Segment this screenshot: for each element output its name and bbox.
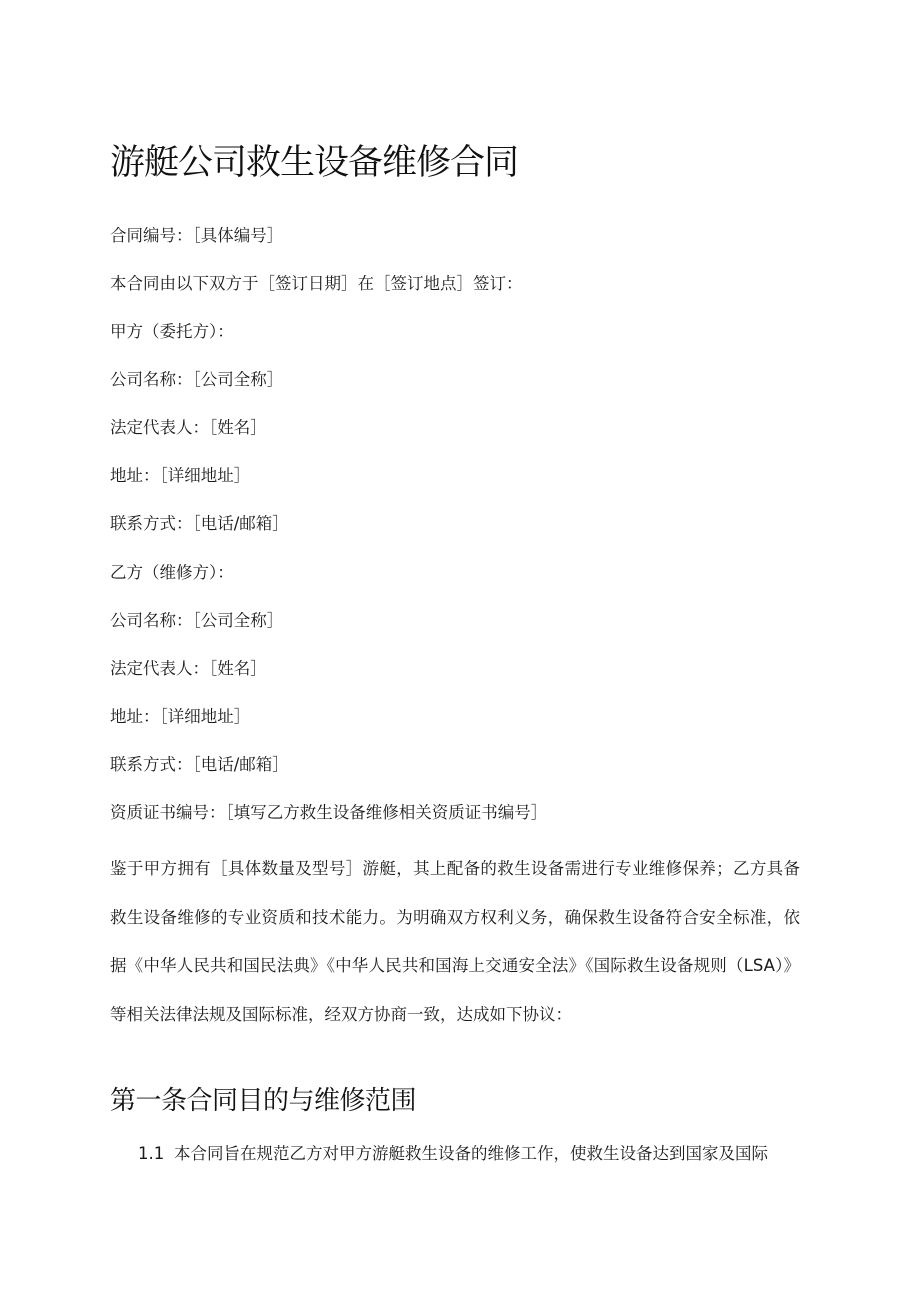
clause-1-1 <box>138 1142 800 1166</box>
party-b-company: 公司名称：［公司全称］ <box>110 611 284 630</box>
party-b-heading: 乙方（维修方）： <box>110 563 234 582</box>
document-title: 游艇公司救生设备维修合同 <box>110 143 519 183</box>
clause-number: 1.1 <box>138 1144 165 1163</box>
clause-text: 本合同旨在规范乙方对甲方游艇救生设备的维修工作，使救生设备达到国家及国际 <box>174 1144 768 1163</box>
party-a-representative: 法定代表人：［姓名］ <box>110 418 267 437</box>
contract-intro: 本合同由以下双方于［签订日期］在［签订地点］签订： <box>110 274 523 293</box>
party-b-representative: 法定代表人：［姓名］ <box>110 659 267 678</box>
party-b-address: 地址：［详细地址］ <box>110 707 251 726</box>
party-b-certificate: 资质证书编号：［填写乙方救生设备维修相关资质证书编号］ <box>110 803 548 822</box>
party-a-address: 地址：［详细地址］ <box>110 466 251 485</box>
preamble-paragraph: 鉴于甲方拥有［具体数量及型号］游艇，其上配备的救生设备需进行专业维修保养；乙方具备救生设备维修的专业资质和技术能力。为明确双方权利义务，确保救生设备符合安全标准，依据《中华人民共和国民法典》《中华人民共和国海上交通安全法》《国际救生设备规则（LSA）》等相关法律法规及国际标准，经双方协商一致，达成如下协议： <box>110 859 800 1024</box>
contract-number: 合同编号：［具体编号］ <box>110 226 284 245</box>
party-a-company: 公司名称：［公司全称］ <box>110 370 284 389</box>
party-a-heading: 甲方（委托方）： <box>110 322 234 341</box>
party-b-contact: 联系方式：［电话/邮箱］ <box>110 755 289 774</box>
section-1-heading: 第一条合同目的与维修范围 <box>110 1086 417 1116</box>
party-a-contact: 联系方式：［电话/邮箱］ <box>110 514 289 533</box>
